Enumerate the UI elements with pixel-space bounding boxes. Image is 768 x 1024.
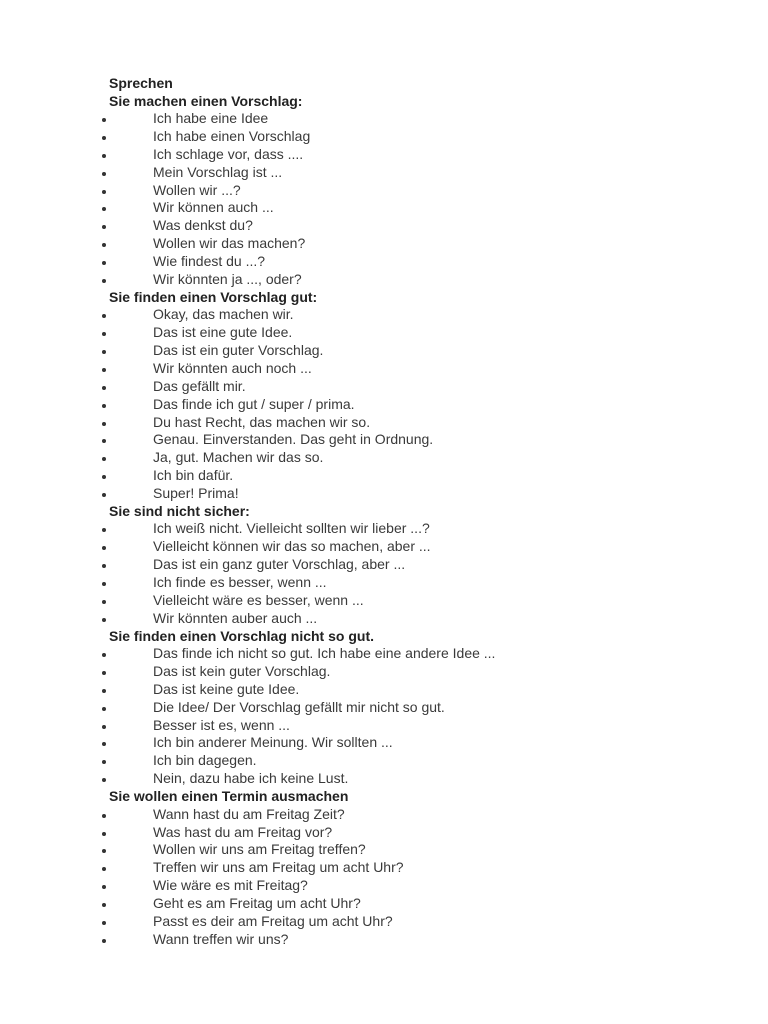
list-item-text: Das finde ich gut / super / prima.	[153, 395, 355, 412]
bullet-icon	[102, 528, 106, 532]
bullet-icon	[102, 118, 106, 122]
list-item-text: Ich bin anderer Meinung. Wir sollten ...	[153, 734, 393, 751]
list-item	[0, 467, 768, 485]
list-item-text: Wann hast du am Freitag Zeit?	[153, 805, 345, 822]
section-heading: Sie machen einen Vorschlag:	[109, 92, 303, 109]
list-item	[0, 253, 768, 271]
list-item	[0, 520, 768, 538]
bullet-icon	[102, 439, 106, 443]
bullet-icon	[102, 582, 106, 586]
list-item	[0, 806, 768, 824]
list-item-text: Nein, dazu habe ich keine Lust.	[153, 770, 349, 787]
document-body	[0, 74, 768, 949]
bullet-list	[0, 520, 768, 627]
bullet-icon	[102, 314, 106, 318]
list-item-text: Das ist kein guter Vorschlag.	[153, 663, 331, 680]
bullet-icon	[102, 725, 106, 729]
list-item	[0, 681, 768, 699]
list-item-text: Vielleicht können wir das so machen, aber ...	[153, 538, 431, 555]
bullet-list	[0, 645, 768, 788]
list-item	[0, 110, 768, 128]
list-item	[0, 895, 768, 913]
list-item-text: Super! Prima!	[153, 484, 239, 501]
list-item-text: Wir könnten auch noch ...	[153, 359, 312, 376]
bullet-icon	[102, 422, 106, 426]
list-item	[0, 610, 768, 628]
list-item-text: Die Idee/ Der Vorschlag gefällt mir nicht so gut.	[153, 698, 445, 715]
list-item-text: Das finde ich nicht so gut. Ich habe eine andere Idee ...	[153, 645, 496, 662]
bullet-icon	[102, 261, 106, 265]
list-item	[0, 306, 768, 324]
list-item	[0, 360, 768, 378]
document-title: Sprechen	[109, 75, 173, 91]
list-item	[0, 378, 768, 396]
list-item-text: Ich schlage vor, dass ....	[153, 145, 304, 162]
bullet-icon	[102, 867, 106, 871]
bullet-icon	[102, 671, 106, 675]
list-item	[0, 146, 768, 164]
list-item-text: Ich bin dafür.	[153, 467, 234, 484]
bullet-icon	[102, 475, 106, 479]
list-item-text: Besser ist es, wenn ...	[153, 716, 290, 733]
section-heading: Sie wollen einen Termin ausmachen	[109, 788, 349, 805]
section-heading: Sie finden einen Vorschlag nicht so gut.	[109, 627, 374, 644]
list-item	[0, 217, 768, 235]
list-item-text: Das ist keine gute Idee.	[153, 680, 300, 697]
bullet-icon	[102, 154, 106, 158]
list-item-text: Was denkst du?	[153, 217, 253, 234]
bullet-icon	[102, 493, 106, 497]
list-item	[0, 752, 768, 770]
list-item-text: Wann treffen wir uns?	[153, 930, 289, 947]
list-item-text: Wir könnten auber auch ...	[153, 609, 318, 626]
list-item-text: Ich habe einen Vorschlag	[153, 128, 311, 145]
bullet-list	[0, 306, 768, 502]
list-item-text: Mein Vorschlag ist ...	[153, 163, 283, 180]
list-item	[0, 877, 768, 895]
bullet-icon	[102, 332, 106, 336]
list-item	[0, 699, 768, 717]
list-item	[0, 128, 768, 146]
bullet-icon	[102, 457, 106, 461]
list-item	[0, 538, 768, 556]
bullet-icon	[102, 707, 106, 711]
bullet-icon	[102, 600, 106, 604]
list-item	[0, 182, 768, 200]
list-item-text: Vielleicht wäre es besser, wenn ...	[153, 591, 364, 608]
bullet-icon	[102, 279, 106, 283]
list-item-text: Ich weiß nicht. Vielleicht sollten wir lieber ...?	[153, 520, 430, 537]
list-item-text: Genau. Einverstanden. Das geht in Ordnung.	[153, 431, 434, 448]
bullet-icon	[102, 939, 106, 943]
bullet-icon	[102, 921, 106, 925]
bullet-icon	[102, 136, 106, 140]
list-item	[0, 271, 768, 289]
bullet-icon	[102, 885, 106, 889]
list-item-text: Treffen wir uns am Freitag um acht Uhr?	[153, 859, 404, 876]
bullet-icon	[102, 903, 106, 907]
bullet-icon	[102, 243, 106, 247]
bullet-icon	[102, 832, 106, 836]
bullet-icon	[102, 849, 106, 853]
list-item-text: Das ist ein ganz guter Vorschlag, aber ...	[153, 556, 406, 573]
bullet-icon	[102, 618, 106, 622]
list-item-text: Das ist eine gute Idee.	[153, 324, 293, 341]
list-item-text: Wollen wir das machen?	[153, 235, 306, 252]
list-item-text: Wir können auch ...	[153, 199, 274, 216]
list-item	[0, 824, 768, 842]
list-item	[0, 645, 768, 663]
list-item	[0, 913, 768, 931]
bullet-icon	[102, 742, 106, 746]
list-item	[0, 574, 768, 592]
list-item-text: Ja, gut. Machen wir das so.	[153, 449, 324, 466]
list-item	[0, 164, 768, 182]
list-item	[0, 396, 768, 414]
list-item-text: Geht es am Freitag um acht Uhr?	[153, 894, 361, 911]
list-item	[0, 485, 768, 503]
list-item-text: Wollen wir uns am Freitag treffen?	[153, 841, 366, 858]
section-heading: Sie sind nicht sicher:	[109, 502, 250, 519]
list-item	[0, 199, 768, 217]
bullet-icon	[102, 386, 106, 390]
list-item-text: Was hast du am Freitag vor?	[153, 823, 333, 840]
list-item	[0, 431, 768, 449]
list-item-text: Du hast Recht, das machen wir so.	[153, 413, 371, 430]
bullet-icon	[102, 190, 106, 194]
section-heading: Sie finden einen Vorschlag gut:	[109, 288, 318, 305]
list-item-text: Wir könnten ja ..., oder?	[153, 270, 302, 287]
list-item	[0, 449, 768, 467]
bullet-icon	[102, 564, 106, 568]
list-item	[0, 556, 768, 574]
list-item-text: Ich bin dagegen.	[153, 752, 257, 769]
list-item	[0, 324, 768, 342]
bullet-icon	[102, 814, 106, 818]
list-item-text: Wollen wir ...?	[153, 181, 241, 198]
bullet-icon	[102, 760, 106, 764]
list-item-text: Passt es deir am Freitag um acht Uhr?	[153, 912, 393, 929]
list-item	[0, 235, 768, 253]
list-item	[0, 592, 768, 610]
list-item-text: Ich finde es besser, wenn ...	[153, 574, 327, 590]
list-item	[0, 342, 768, 360]
bullet-icon	[102, 778, 106, 782]
list-item-text: Das gefällt mir.	[153, 377, 246, 394]
list-item	[0, 859, 768, 877]
bullet-list	[0, 806, 768, 949]
bullet-list	[0, 110, 768, 289]
bullet-icon	[102, 207, 106, 211]
list-item	[0, 717, 768, 735]
list-item-text: Wie findest du ...?	[153, 253, 266, 270]
list-item-text: Ich habe eine Idee	[153, 110, 269, 127]
list-item	[0, 770, 768, 788]
bullet-icon	[102, 404, 106, 408]
bullet-icon	[102, 653, 106, 657]
list-item	[0, 841, 768, 859]
sections-container	[0, 93, 768, 949]
list-item-text: Wie wäre es mit Freitag?	[153, 877, 308, 894]
list-item-text: Okay, das machen wir.	[153, 306, 294, 323]
list-item	[0, 931, 768, 949]
bullet-icon	[102, 546, 106, 550]
bullet-icon	[102, 350, 106, 354]
list-item	[0, 734, 768, 752]
bullet-icon	[102, 172, 106, 176]
bullet-icon	[102, 368, 106, 372]
list-item	[0, 663, 768, 681]
bullet-icon	[102, 225, 106, 229]
bullet-icon	[102, 689, 106, 693]
list-item-text: Das ist ein guter Vorschlag.	[153, 342, 324, 359]
list-item	[0, 414, 768, 432]
